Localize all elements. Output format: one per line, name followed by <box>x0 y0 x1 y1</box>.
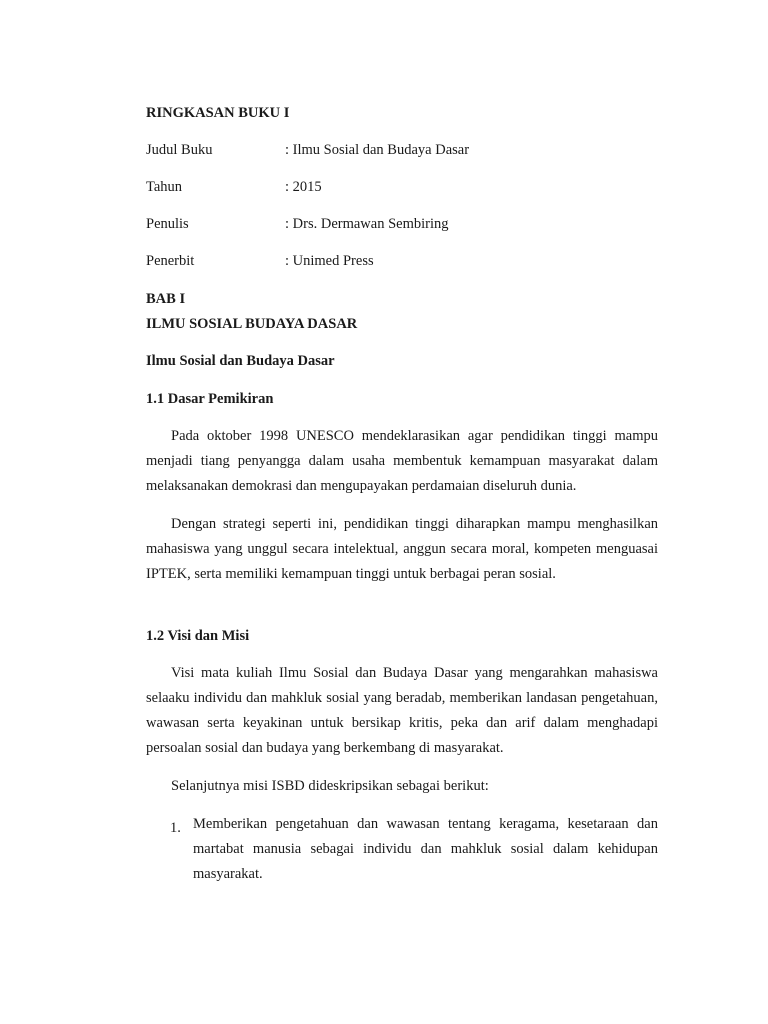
info-label-publisher: Penerbit <box>146 253 195 269</box>
section-heading-1-1: 1.1 Dasar Pemikiran <box>146 391 274 407</box>
paragraph: Selanjutnya misi ISBD dideskripsikan sebagai berikut: <box>171 778 489 794</box>
info-value-publisher: : Unimed Press <box>285 253 374 269</box>
list-item-text: Memberikan pengetahuan dan wawasan tentang keragama, kesetaraan dan martabat manusia sebagai individu dan mahkluk sosial dalam kehidupan masyarakat. <box>193 816 658 882</box>
info-value-author: : Drs. Dermawan Sembiring <box>285 216 449 232</box>
paragraph: Pada oktober 1998 UNESCO mendeklarasikan agar pendidikan tinggi mampu menjadi tiang penyangga dalam usaha membentuk kemampuan masyarakat dalam melaksanakan demokrasi dan mengupayakan perdamaian diseluruh dunia. <box>146 428 658 494</box>
info-label-author: Penulis <box>146 216 189 232</box>
chapter-number: BAB I <box>146 291 186 307</box>
paragraph: Dengan strategi seperti ini, pendidikan tinggi diharapkan mampu menghasilkan mahasiswa yang unggul secara intelektual, anggun secara moral, kompeten menguasai IPTEK, serta memiliki kemampuan tinggi untuk berbagai peran sosial. <box>146 516 658 582</box>
paragraph: Visi mata kuliah Ilmu Sosial dan Budaya Dasar yang mengarahkan mahasiswa selaaku individu dan mahkluk sosial yang beradab, memberikan landasan pengetahuan, wawasan serta keyakinan untuk bersikap kritis, peka dan arif dalam menghadapi persoalan sosial dan budaya yang berkembang di masyarakat. <box>146 665 658 756</box>
document-title: RINGKASAN BUKU I <box>146 105 290 121</box>
section-heading-1-2: 1.2 Visi dan Misi <box>146 628 250 644</box>
chapter-title: ILMU SOSIAL BUDAYA DASAR <box>146 316 358 332</box>
subtitle: Ilmu Sosial dan Budaya Dasar <box>146 353 335 369</box>
info-label-title: Judul Buku <box>146 142 213 158</box>
info-label-year: Tahun <box>146 179 183 195</box>
info-value-year: : 2015 <box>285 179 322 195</box>
list-item-number: 1. <box>170 820 181 836</box>
info-value-title: : Ilmu Sosial dan Budaya Dasar <box>285 142 470 158</box>
